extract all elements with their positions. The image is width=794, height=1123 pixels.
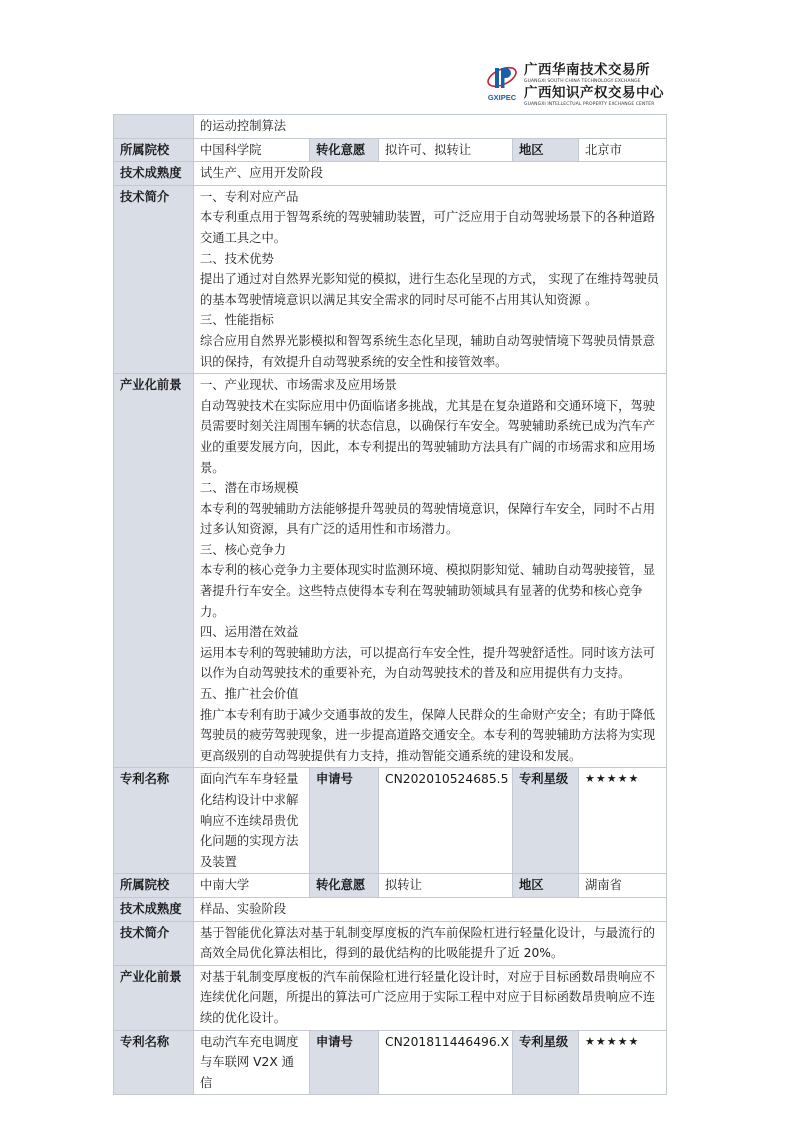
table-row bbox=[114, 768, 667, 874]
transfer-value: 拟转让 bbox=[379, 874, 513, 898]
star-level-label: 专利星级 bbox=[513, 768, 579, 874]
intro-paragraph: 提出了通过对自然界光影知觉的模拟，进行生态化呈现的方式， 实现了在维持驾驶员的基本驾驶情境意识以满足其安全需求的同时尽可能不占用其认知资源 。 bbox=[200, 272, 659, 307]
application-no-value: CN202010524685.5 bbox=[379, 768, 513, 874]
table-row bbox=[114, 185, 667, 373]
intro-label: 技术简介 bbox=[114, 921, 194, 965]
intro-paragraph: 本专利重点用于智驾系统的驾驶辅助装置，可广泛应用于自动驾驶场景下的各种道路交通工具之中。 bbox=[200, 210, 655, 245]
intro-label: 技术简介 bbox=[114, 185, 194, 373]
prospect-label: 产业化前景 bbox=[114, 374, 194, 768]
region-label: 地区 bbox=[513, 138, 579, 162]
org-name-2: 广西知识产权交易中心 bbox=[524, 85, 664, 101]
maturity-label: 技术成熟度 bbox=[114, 162, 194, 186]
intro-paragraph: 二、技术优势 bbox=[200, 251, 274, 266]
prospect-value bbox=[194, 374, 667, 768]
transfer-label: 转化意愿 bbox=[310, 874, 379, 898]
table-row bbox=[114, 162, 667, 186]
prospect-paragraph: 推广本专利有助于减少交通事故的发生，保障人民群众的生命财产安全；有助于降低驾驶员的疲劳驾驶现象，进一步提高道路交通安全。本专利的驾驶辅助方法将为实现更高级别的自动驾驶提供有力支持，推动智能交通系统的建设和发展。 bbox=[200, 707, 655, 763]
application-no-value: CN201811446496.X bbox=[379, 1030, 513, 1095]
prospect-paragraph: 二、潜在市场规模 bbox=[200, 481, 299, 496]
prospect-paragraph: 本专利的驾驶辅助方法能够提升驾驶员的驾驶情境意识，保障行车安全，同时不占用过多认知资源，具有广泛的适用性和市场潜力。 bbox=[200, 501, 655, 537]
prospect-paragraph: 自动驾驶技术在实际应用中仍面临诸多挑战，尤其是在复杂道路和交通环境下，驾驶员需要时刻关注周围车辆的状态信息，以确保行车安全。驾驶辅助系统已成为汽车产业的重要发展方向，因此，本专利提出的驾驶辅助方法具有广阔的市场需求和应用场景。 bbox=[200, 398, 655, 475]
patent-table bbox=[113, 114, 667, 1095]
maturity-value: 试生产、应用开发阶段 bbox=[194, 162, 667, 186]
star-level-label: 专利星级 bbox=[513, 1030, 579, 1095]
prospect-paragraph: 五、推广社会价值 bbox=[200, 687, 299, 702]
intro-paragraph: 三、性能指标 bbox=[200, 313, 274, 328]
page-header bbox=[484, 62, 684, 106]
table-row bbox=[114, 874, 667, 898]
application-no-label: 申请号 bbox=[310, 1030, 379, 1095]
region-value: 湖南省 bbox=[579, 874, 667, 898]
org-names bbox=[524, 62, 694, 108]
patent-name-label: 专利名称 bbox=[114, 1030, 194, 1095]
intro-value bbox=[194, 185, 667, 373]
org-name-2-en: GUANGXI INTELLECTUAL PROPERTY EXCHANGE CENTER bbox=[524, 102, 655, 107]
region-label: 地区 bbox=[513, 874, 579, 898]
patent-name-value: 电动汽车充电调度与车联网 V2X 通信 bbox=[194, 1030, 310, 1095]
label-cell bbox=[114, 115, 194, 139]
maturity-value: 样品、实验阶段 bbox=[194, 897, 667, 921]
table-row bbox=[114, 115, 667, 139]
intro-paragraph: 综合应用自然界光影模拟和智驾系统生态化呈现，辅助自动驾驶情境下驾驶员情景意识的保持，有效提升自动驾驶系统的安全性和接管效率。 bbox=[200, 333, 655, 369]
table-row bbox=[114, 897, 667, 921]
prospect-paragraph: 本专利的核心竞争力主要体现实时监测环境、模拟阴影知觉、辅助自动驾驶接管，显著提升行车安全。这些特点使得本专利在驾驶辅助领域具有显著的优势和核心竞争力。 bbox=[200, 563, 655, 619]
prospect-paragraph: 四、运用潜在效益 bbox=[200, 625, 299, 640]
patent-name-tail: 的运动控制算法 bbox=[194, 115, 667, 139]
transfer-value: 拟许可、拟转让 bbox=[379, 138, 513, 162]
table-row bbox=[114, 921, 667, 965]
institution-value: 中国科学院 bbox=[194, 138, 310, 162]
intro-paragraph: 一、专利对应产品 bbox=[200, 189, 299, 204]
prospect-paragraph: 三、核心竞争力 bbox=[200, 542, 287, 557]
institution-label: 所属院校 bbox=[114, 138, 194, 162]
table-row bbox=[114, 374, 667, 768]
table-row bbox=[114, 1030, 667, 1095]
prospect-paragraph: 运用本专利的驾驶辅助方法，可以提高行车安全性，提升驾驶舒适性。同时该方法可以作为自动驾驶技术的重要补充，为自动驾驶技术的普及和应用提供有力支持。 bbox=[200, 645, 655, 681]
table-row bbox=[114, 965, 667, 1030]
intro-value: 基于智能优化算法对基于轧制变厚度板的汽车前保险杠进行轻量化设计，与最流行的高效全局优化算法相比，得到的最优结构的比吸能提升了近 20%。 bbox=[194, 921, 667, 965]
logo-text: GXIPEC bbox=[487, 93, 517, 102]
org-name-1: 广西华南技术交易所 bbox=[524, 62, 650, 78]
org-name-1-en: GUANGXI SOUTH CHINA TECHNOLOGY EXCHANGE bbox=[524, 79, 641, 84]
institution-label: 所属院校 bbox=[114, 874, 194, 898]
prospect-label: 产业化前景 bbox=[114, 965, 194, 1030]
prospect-value: 对基于轧制变厚度板的汽车前保险杠进行轻量化设计时，对应于目标函数昂贵响应不连续优化问题，所提出的算法可广泛应用于实际工程中对应于目标函数昂贵响应不连续的优化设计。 bbox=[194, 965, 667, 1030]
transfer-label: 转化意愿 bbox=[310, 138, 379, 162]
gxipec-logo bbox=[484, 62, 520, 104]
application-no-label: 申请号 bbox=[310, 768, 379, 874]
patent-name-label: 专利名称 bbox=[114, 768, 194, 874]
region-value: 北京市 bbox=[579, 138, 667, 162]
institution-value: 中南大学 bbox=[194, 874, 310, 898]
prospect-paragraph: 一、产业现状、市场需求及应用场景 bbox=[200, 378, 397, 393]
star-rating: ★★★★★ bbox=[579, 1030, 667, 1095]
star-rating: ★★★★★ bbox=[579, 768, 667, 874]
maturity-label: 技术成熟度 bbox=[114, 897, 194, 921]
table-row bbox=[114, 138, 667, 162]
patent-name-value: 面向汽车车身轻量化结构设计中求解响应不连续昂贵优化问题的实现方法及装置 bbox=[194, 768, 310, 874]
